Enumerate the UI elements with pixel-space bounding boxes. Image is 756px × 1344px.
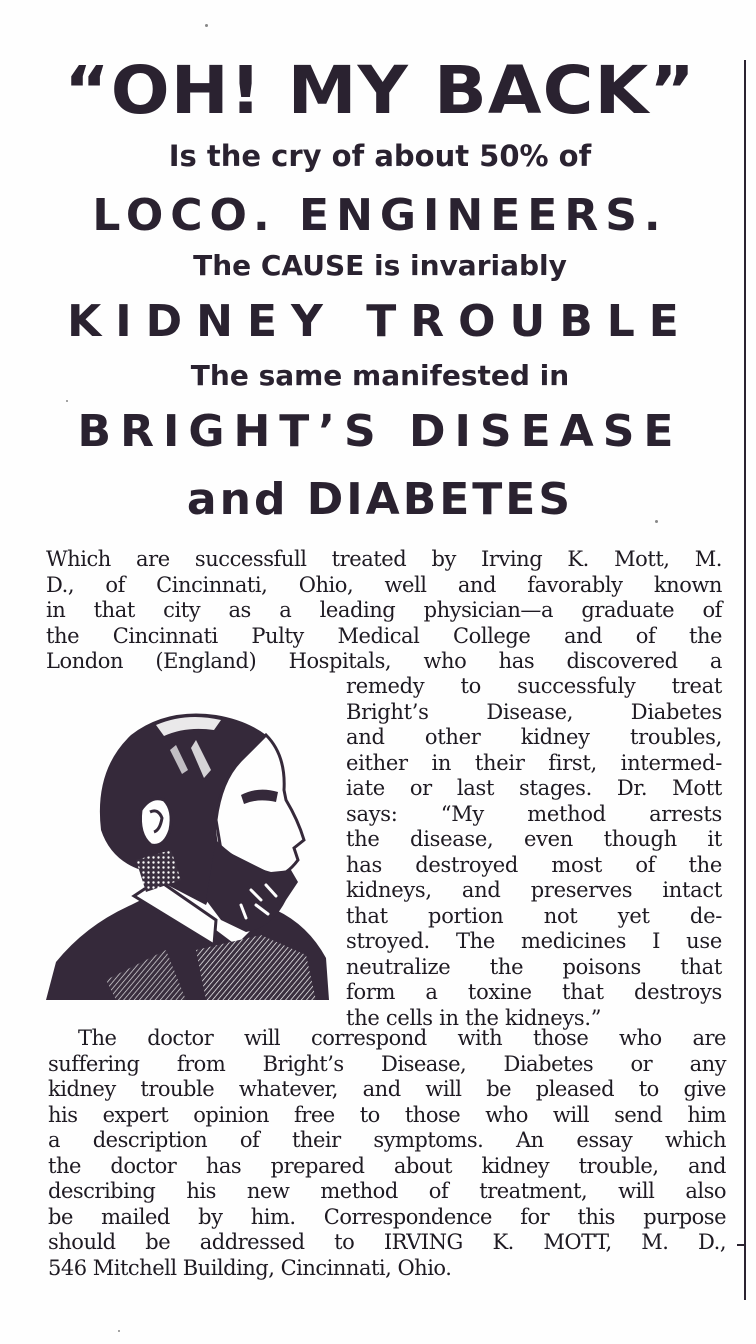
headline-cause-invariably: The CAUSE is invariably xyxy=(193,249,567,282)
border-tick-mark xyxy=(737,1244,744,1246)
print-speck xyxy=(118,1330,120,1332)
headline-brights-disease: BRIGHT’S DISEASE xyxy=(77,406,683,457)
body-line: that portion not yet de- xyxy=(346,903,722,928)
body-line: should be addressed to IRVING K. MOTT, M. D., xyxy=(48,1230,726,1254)
headline-loco-engineers: LOCO. ENGINEERS. xyxy=(92,190,668,241)
right-border-rule xyxy=(744,60,746,1300)
body-line: the disease, even though it xyxy=(346,827,722,851)
body-line: his expert opinion free to those who will send him xyxy=(48,1102,726,1127)
body-line: iate or last stages. Dr. Mott xyxy=(346,776,722,800)
body-line: suffering from Bright’s Disease, Diabetes or any xyxy=(48,1051,726,1076)
body-line: the cells in the kidneys.” xyxy=(346,1005,602,1030)
body-paragraph-correspondence xyxy=(48,1026,726,1281)
body-line: in that city as a leading physician—a graduate of xyxy=(46,598,722,622)
body-line: The doctor will correspond with those who are xyxy=(78,1026,726,1050)
body-line: the doctor has prepared about kidney trouble, and xyxy=(48,1153,726,1178)
body-paragraph-intro xyxy=(46,547,722,675)
body-line: and other kidney troubles, xyxy=(346,725,722,749)
body-line: the Cincinnati Pulty Medical College and of the xyxy=(46,623,722,648)
headline-oh-my-back: “OH! MY BACK” xyxy=(64,52,696,129)
headline-kidney-trouble: KIDNEY TROUBLE xyxy=(67,296,693,347)
body-line: London (England) Hospitals, who has discovered a xyxy=(46,649,722,673)
headline-cry-of-about: Is the cry of about 50% of xyxy=(168,139,592,173)
body-line: kidney trouble whatever, and will be pleased to give xyxy=(48,1077,726,1101)
body-line: describing his new method of treatment, will also xyxy=(48,1179,726,1203)
body-line: remedy to successfuly treat xyxy=(346,674,722,698)
print-speck xyxy=(205,24,208,27)
headline-same-manifested: The same manifested in xyxy=(190,359,570,392)
body-paragraph-beside-portrait xyxy=(346,674,722,1031)
body-line: a description of their symptoms. An essay which xyxy=(48,1128,726,1152)
address-line: 546 Mitchell Building, Cincinnati, Ohio. xyxy=(48,1255,452,1280)
body-line: Bright’s Disease, Diabetes xyxy=(346,699,722,724)
body-line: neutralize the poisons that xyxy=(346,954,722,979)
body-line: Which are successfull treated by Irving K. Mott, M. xyxy=(46,547,722,571)
body-line: kidneys, and preserves intact xyxy=(346,878,722,902)
headline-and-diabetes: and DIABETES xyxy=(186,474,574,525)
body-line: D., of Cincinnati, Ohio, well and favorably known xyxy=(46,572,722,597)
body-line: form a toxine that destroys xyxy=(346,980,722,1004)
body-line: says: “My method arrests xyxy=(346,801,722,826)
body-line: stroyed. The medicines I use xyxy=(346,929,722,953)
portrait-engraving-icon xyxy=(46,700,331,1010)
body-line: be mailed by him. Correspondence for this purpose xyxy=(48,1204,726,1229)
print-speck xyxy=(66,400,68,402)
body-line: either in their first, intermed- xyxy=(346,750,722,775)
body-line: has destroyed most of the xyxy=(346,852,722,877)
